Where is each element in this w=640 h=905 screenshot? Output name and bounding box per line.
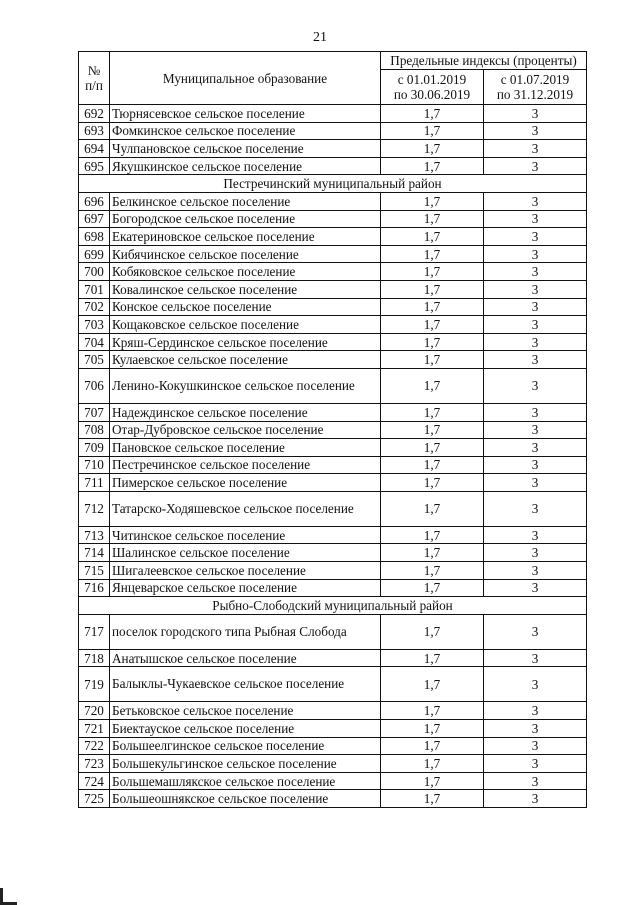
table-row — [79, 526, 587, 544]
row-number: 705 — [79, 351, 110, 369]
row-number: 719 — [79, 667, 110, 702]
municipality-name: Ленино-Кокушкинское сельское поселение — [110, 368, 381, 403]
index-period-2: 3 — [484, 368, 587, 403]
index-period-1: 1,7 — [381, 474, 484, 492]
index-period-2: 3 — [484, 614, 587, 649]
header-period-1-line1: с 01.01.2019 — [397, 72, 467, 87]
table-row — [79, 474, 587, 492]
index-period-2: 3 — [484, 280, 587, 298]
index-period-1: 1,7 — [381, 245, 484, 263]
index-period-1: 1,7 — [381, 157, 484, 175]
index-period-2: 3 — [484, 649, 587, 667]
header-municipality: Муниципальное образование — [110, 52, 381, 105]
municipality-name: Надеждинское сельское поселение — [110, 403, 381, 421]
table-row — [79, 122, 587, 140]
table-row — [79, 421, 587, 439]
table-row — [79, 351, 587, 369]
row-number: 711 — [79, 474, 110, 492]
row-number: 720 — [79, 702, 110, 720]
index-period-2: 3 — [484, 403, 587, 421]
table-row — [79, 720, 587, 738]
index-period-2: 3 — [484, 772, 587, 790]
indices-table — [78, 51, 587, 808]
index-period-2: 3 — [484, 667, 587, 702]
index-period-2: 3 — [484, 421, 587, 439]
header-period-2-line2: по 31.12.2019 — [496, 87, 574, 102]
index-period-2: 3 — [484, 720, 587, 738]
table-row — [79, 649, 587, 667]
index-period-1: 1,7 — [381, 720, 484, 738]
table-row — [79, 491, 587, 526]
municipality-name: Янцеварское сельское поселение — [110, 579, 381, 597]
index-period-2: 3 — [484, 562, 587, 580]
table-row — [79, 105, 587, 123]
index-period-2: 3 — [484, 439, 587, 457]
table-row — [79, 228, 587, 246]
municipality-name: Богородское сельское поселение — [110, 210, 381, 228]
index-period-1: 1,7 — [381, 368, 484, 403]
table-row — [79, 316, 587, 334]
municipality-name: Пимерское сельское поселение — [110, 474, 381, 492]
index-period-2: 3 — [484, 333, 587, 351]
row-number: 713 — [79, 526, 110, 544]
index-period-2: 3 — [484, 122, 587, 140]
table-row — [79, 544, 587, 562]
table-row — [79, 667, 587, 702]
row-number: 700 — [79, 263, 110, 281]
municipality-name: Ковалинское сельское поселение — [110, 280, 381, 298]
district-row — [79, 597, 587, 615]
index-period-1: 1,7 — [381, 122, 484, 140]
district-name: Рыбно-Слободский муниципальный район — [79, 597, 587, 615]
header-number-line2: п/п — [85, 78, 103, 93]
index-period-2: 3 — [484, 192, 587, 210]
municipality-name: Якушкинское сельское поселение — [110, 157, 381, 175]
index-period-2: 3 — [484, 245, 587, 263]
municipality-name: поселок городского типа Рыбная Слобода — [110, 614, 381, 649]
table-row — [79, 614, 587, 649]
index-period-2: 3 — [484, 544, 587, 562]
index-period-1: 1,7 — [381, 526, 484, 544]
page-number: 21 — [313, 30, 327, 45]
header-number — [79, 52, 110, 105]
table-row — [79, 737, 587, 755]
row-number: 710 — [79, 456, 110, 474]
municipality-name: Большеошнякское сельское поселение — [110, 790, 381, 808]
row-number: 716 — [79, 579, 110, 597]
table-row — [79, 333, 587, 351]
header-period-2 — [484, 70, 587, 105]
municipality-name: Большекульгинское сельское поселение — [110, 755, 381, 773]
index-period-1: 1,7 — [381, 192, 484, 210]
index-period-1: 1,7 — [381, 351, 484, 369]
index-period-1: 1,7 — [381, 298, 484, 316]
row-number: 707 — [79, 403, 110, 421]
row-number: 717 — [79, 614, 110, 649]
row-number: 701 — [79, 280, 110, 298]
index-period-1: 1,7 — [381, 280, 484, 298]
row-number: 714 — [79, 544, 110, 562]
municipality-name: Бетьковское сельское поселение — [110, 702, 381, 720]
index-period-2: 3 — [484, 579, 587, 597]
index-period-2: 3 — [484, 526, 587, 544]
municipality-name: Шалинское сельское поселение — [110, 544, 381, 562]
index-period-2: 3 — [484, 456, 587, 474]
row-number: 712 — [79, 491, 110, 526]
index-period-1: 1,7 — [381, 421, 484, 439]
row-number: 724 — [79, 772, 110, 790]
row-number: 706 — [79, 368, 110, 403]
table-row — [79, 772, 587, 790]
index-period-2: 3 — [484, 702, 587, 720]
table-row — [79, 298, 587, 316]
index-period-1: 1,7 — [381, 579, 484, 597]
row-number: 718 — [79, 649, 110, 667]
table-row — [79, 403, 587, 421]
row-number: 704 — [79, 333, 110, 351]
index-period-2: 3 — [484, 228, 587, 246]
table-header — [79, 52, 587, 105]
table-row — [79, 755, 587, 773]
row-number: 722 — [79, 737, 110, 755]
header-limit-indices: Предельные индексы (проценты) — [381, 52, 587, 70]
municipality-name: Татарско-Ходяшевское сельское поселение — [110, 491, 381, 526]
header-period-2-line1: с 01.07.2019 — [500, 72, 570, 87]
municipality-name: Екатериновское сельское поселение — [110, 228, 381, 246]
row-number: 695 — [79, 157, 110, 175]
municipality-name: Биектауское сельское поселение — [110, 720, 381, 738]
row-number: 694 — [79, 140, 110, 158]
table-row — [79, 702, 587, 720]
table-row — [79, 579, 587, 597]
municipality-name: Анатышское сельское поселение — [110, 649, 381, 667]
municipality-name: Пестречинское сельское поселение — [110, 456, 381, 474]
index-period-1: 1,7 — [381, 105, 484, 123]
row-number: 698 — [79, 228, 110, 246]
row-number: 702 — [79, 298, 110, 316]
district-name: Пестречинский муниципальный район — [79, 175, 587, 193]
table-row — [79, 280, 587, 298]
municipality-name: Большеелгинское сельское поселение — [110, 737, 381, 755]
municipality-name: Фомкинское сельское поселение — [110, 122, 381, 140]
row-number: 725 — [79, 790, 110, 808]
header-period-1 — [381, 70, 484, 105]
table-row — [79, 192, 587, 210]
index-period-1: 1,7 — [381, 649, 484, 667]
table-row — [79, 456, 587, 474]
municipality-name: Читинское сельское поселение — [110, 526, 381, 544]
table-row — [79, 562, 587, 580]
row-number: 721 — [79, 720, 110, 738]
municipality-name: Кобяковское сельское поселение — [110, 263, 381, 281]
municipality-name: Тюрнясевское сельское поселение — [110, 105, 381, 123]
index-period-2: 3 — [484, 157, 587, 175]
row-number: 703 — [79, 316, 110, 334]
header-period-1-line2: по 30.06.2019 — [393, 87, 471, 102]
table-row — [79, 368, 587, 403]
index-period-2: 3 — [484, 105, 587, 123]
municipality-name: Шигалеевское сельское поселение — [110, 562, 381, 580]
municipality-name: Кибячинское сельское поселение — [110, 245, 381, 263]
row-number: 708 — [79, 421, 110, 439]
row-number: 715 — [79, 562, 110, 580]
municipality-name: Чулпановское сельское поселение — [110, 140, 381, 158]
row-number: 696 — [79, 192, 110, 210]
table-row — [79, 245, 587, 263]
row-number: 723 — [79, 755, 110, 773]
index-period-2: 3 — [484, 316, 587, 334]
table-row — [79, 790, 587, 808]
index-period-1: 1,7 — [381, 667, 484, 702]
index-period-1: 1,7 — [381, 263, 484, 281]
index-period-2: 3 — [484, 491, 587, 526]
table-body — [79, 105, 587, 808]
municipality-name: Белкинское сельское поселение — [110, 192, 381, 210]
index-period-2: 3 — [484, 474, 587, 492]
municipality-name: Кулаевское сельское поселение — [110, 351, 381, 369]
row-number: 699 — [79, 245, 110, 263]
table-row — [79, 157, 587, 175]
index-period-1: 1,7 — [381, 755, 484, 773]
index-period-1: 1,7 — [381, 333, 484, 351]
table-row — [79, 263, 587, 281]
index-period-2: 3 — [484, 263, 587, 281]
index-period-1: 1,7 — [381, 614, 484, 649]
index-period-1: 1,7 — [381, 702, 484, 720]
index-period-2: 3 — [484, 351, 587, 369]
index-period-2: 3 — [484, 790, 587, 808]
table-row — [79, 140, 587, 158]
municipality-name: Пановское сельское поселение — [110, 439, 381, 457]
municipality-name: Балыклы-Чукаевское сельское поселение — [110, 667, 381, 702]
index-period-1: 1,7 — [381, 456, 484, 474]
index-period-1: 1,7 — [381, 562, 484, 580]
municipality-name: Кощаковское сельское поселение — [110, 316, 381, 334]
index-period-1: 1,7 — [381, 140, 484, 158]
municipality-name: Конское сельское поселение — [110, 298, 381, 316]
table-row — [79, 210, 587, 228]
index-period-1: 1,7 — [381, 403, 484, 421]
row-number: 693 — [79, 122, 110, 140]
index-period-1: 1,7 — [381, 491, 484, 526]
index-period-1: 1,7 — [381, 210, 484, 228]
district-row — [79, 175, 587, 193]
row-number: 692 — [79, 105, 110, 123]
index-period-2: 3 — [484, 755, 587, 773]
municipality-name: Кряш-Сердинское сельское поселение — [110, 333, 381, 351]
row-number: 697 — [79, 210, 110, 228]
index-period-2: 3 — [484, 298, 587, 316]
row-number: 709 — [79, 439, 110, 457]
municipality-name: Большемашлякское сельское поселение — [110, 772, 381, 790]
index-period-1: 1,7 — [381, 772, 484, 790]
index-period-1: 1,7 — [381, 439, 484, 457]
index-period-1: 1,7 — [381, 228, 484, 246]
index-period-1: 1,7 — [381, 544, 484, 562]
index-period-2: 3 — [484, 140, 587, 158]
table-row — [79, 439, 587, 457]
index-period-2: 3 — [484, 210, 587, 228]
scan-corner-mark — [0, 888, 17, 905]
municipality-name: Отар-Дубровское сельское поселение — [110, 421, 381, 439]
index-period-1: 1,7 — [381, 316, 484, 334]
header-number-line1: № — [87, 63, 101, 78]
index-period-1: 1,7 — [381, 790, 484, 808]
index-period-1: 1,7 — [381, 737, 484, 755]
index-period-2: 3 — [484, 737, 587, 755]
